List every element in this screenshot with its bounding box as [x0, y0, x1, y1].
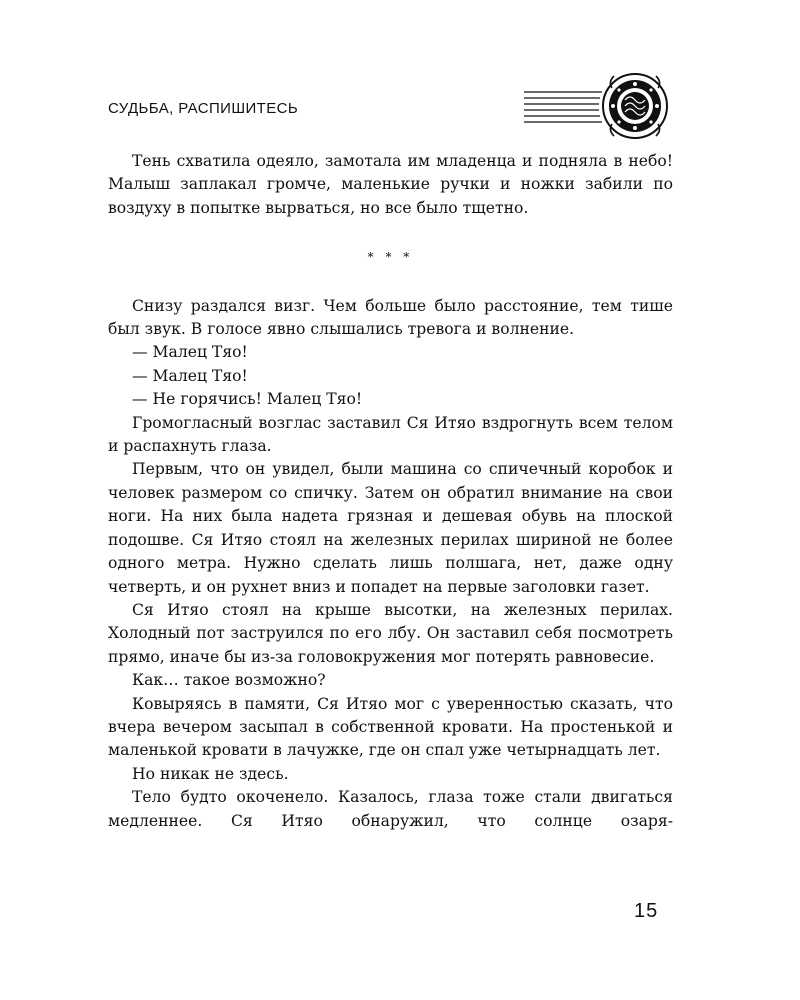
running-title: СУДЬБА, РАСПИШИТЕСЬ [108, 100, 299, 117]
dialogue-line: — Малец Тяо! [132, 366, 248, 385]
seal-emblem-icon [522, 68, 670, 140]
paragraph: Громогласный возглас заставил Ся Итяо вздрогнуть всем телом и распахнуть глаза. [108, 413, 673, 456]
paragraph: Ся Итяо стоял на крыше высотки, на железных перилах. Холодный пот заструился по его лбу. Он заставил себя посмотреть прямо, иначе бы из-за головокружения мог потерять равновесие. [108, 600, 673, 666]
page-body [108, 150, 673, 833]
paragraph: Тело будто окоченело. Казалось, глаза тоже стали двигаться медленнее. Ся Итяо обнаружил, что солнце озаря- [108, 788, 673, 830]
paragraph: Первым, что он увидел, были машина со спичечный коробок и человек размером со спичку. Затем он обратил внимание на свои ноги. На них была надета грязная и дешевая обувь на плоской подошве. Ся Итяо стоял на железных перилах шириной не более одного метра. Нужно сделать лишь полшага, нет, даже одну четверть, и он рухнет вниз и попадет на первые заголовки газет. [108, 460, 673, 596]
paragraph: Как… такое возможно? [132, 671, 326, 690]
paragraph: Снизу раздался визг. Чем больше было расстояние, тем тише был звук. В голосе явно слышались тревога и волнение. [108, 296, 673, 339]
section-separator: * * * [367, 250, 414, 265]
dialogue-line: — Не горячись! Малец Тяо! [132, 390, 363, 409]
page-number: 15 [634, 900, 659, 922]
paragraph: Но никак не здесь. [132, 764, 289, 783]
paragraph: Тень схватила одеяло, замотала им младенца и подняла в небо! Малыш заплакал громче, маленькие ручки и ножки забили по воздуху в попытке вырваться, но все было тщетно. [108, 152, 673, 217]
paragraph: Ковыряясь в памяти, Ся Итяо мог с уверенностью сказать, что вчера вечером засыпал в собственной кровати. На простенькой и маленькой кровати в лачужке, где он спал уже четырнадцать лет. [108, 694, 673, 760]
dialogue-line: — Малец Тяо! [132, 343, 248, 362]
